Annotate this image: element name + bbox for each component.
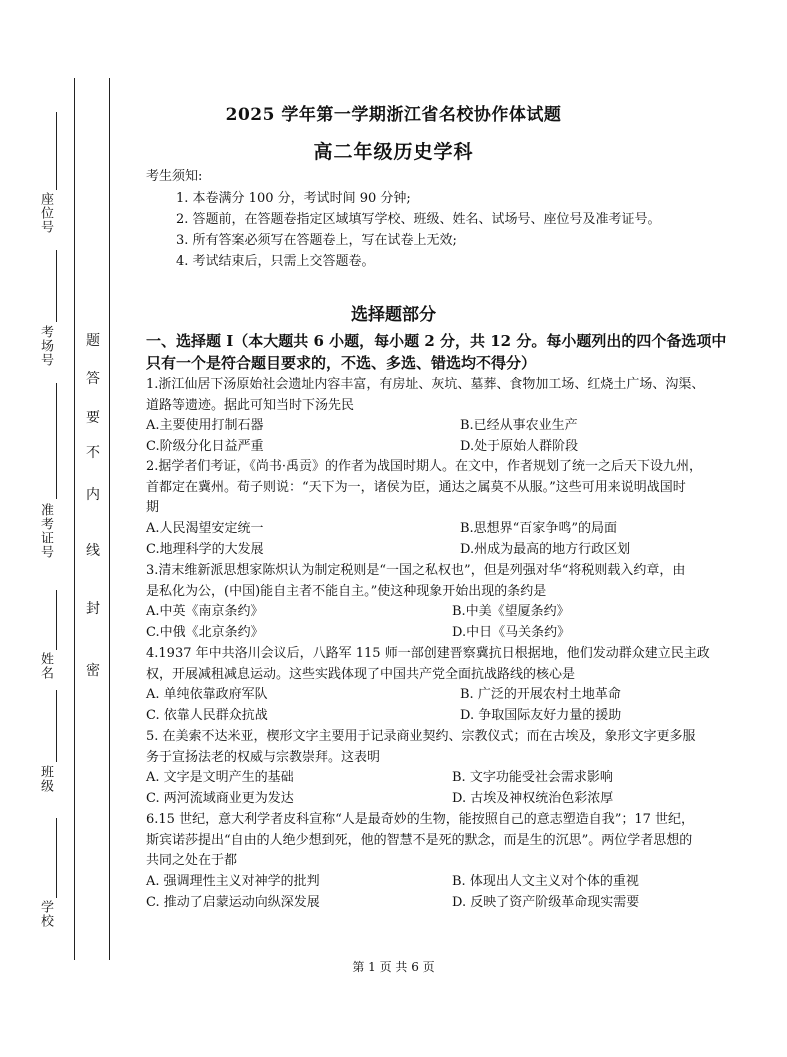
question-6-option-c[interactable]: C. 推动了启蒙运动向纵深发展 xyxy=(146,895,320,910)
question-6-option-d[interactable]: D. 反映了资产阶级革命现实需要 xyxy=(452,895,640,910)
question-3-option-d[interactable]: D.中日《马关条约》 xyxy=(452,625,571,640)
part-instructions-line: 只有一个是符合题目要求的，不选、多选、错选均不得分） xyxy=(146,354,537,372)
binding-line-inner xyxy=(109,78,110,960)
part-instructions-line: 一、选择题 I（本大题共 6 小题，每小题 2 分，共 12 分。每小题列出的四个备选项中 xyxy=(146,332,727,350)
page-footer: 第 1 页 共 6 页 xyxy=(352,960,435,974)
seat-number-label: 座位号 xyxy=(38,192,53,234)
question-3-stem xyxy=(146,561,782,602)
stem-line: 斯宾诺莎提出“自由的人绝少想到死，他的智慧不是死的默念，而是生的沉思”。两位学者思想的 xyxy=(146,832,693,848)
binding-line-outer xyxy=(74,78,75,960)
stem-line: 道路等遗迹。据此可知当时下汤先民 xyxy=(146,397,355,413)
question-4-option-c[interactable]: C. 依靠人民群众抗战 xyxy=(146,708,268,723)
exam-subtitle: 高二年级历史学科 xyxy=(313,141,474,163)
question-1-stem xyxy=(146,375,782,416)
question-5-option-b[interactable]: B. 文字功能受社会需求影响 xyxy=(452,770,613,785)
question-5-stem xyxy=(146,727,782,768)
seal-char-3: 线 xyxy=(86,543,100,559)
question-1-option-c[interactable]: C.阶级分化日益严重 xyxy=(146,439,264,454)
name-label: 姓名 xyxy=(38,652,53,680)
stem-line: 期 xyxy=(146,500,160,515)
question-3-option-a[interactable]: A.中英《南京条约》 xyxy=(146,604,264,619)
question-2-option-b[interactable]: B.思想界“百家争鸣”的局面 xyxy=(460,521,617,536)
seal-char-8: 题 xyxy=(86,333,100,349)
seal-char-4: 内 xyxy=(86,487,100,503)
question-3-option-c[interactable]: C.中俄《北京条约》 xyxy=(146,625,264,640)
question-6-option-a[interactable]: A. 强调理性主义对神学的批判 xyxy=(146,874,320,889)
admission-number-blank[interactable] xyxy=(56,383,57,499)
notice-heading: 考生须知: xyxy=(146,169,203,184)
seal-char-2: 封 xyxy=(86,601,100,617)
question-4-option-d[interactable]: D. 争取国际友好力量的援助 xyxy=(460,708,622,723)
stem-line: 权，开展减租减息运动。这些实践体现了中国共产党全面抗战路线的核心是 xyxy=(146,666,576,682)
question-4-option-b[interactable]: B. 广泛的开展农村土地革命 xyxy=(460,687,621,702)
question-5-option-a[interactable]: A. 文字是文明产生的基础 xyxy=(146,770,294,785)
question-2-option-a[interactable]: A.人民渴望安定统一 xyxy=(146,521,264,536)
exam-room-label: 考场号 xyxy=(38,325,53,367)
question-5-option-c[interactable]: C. 两河流域商业更为发达 xyxy=(146,791,294,806)
seal-char-5: 不 xyxy=(86,445,100,461)
section-title: 选择题部分 xyxy=(351,305,436,325)
stem-line: 2.据学者们考证，《尚书·禹贡》的作者为战国时期人。在文中，作者规划了统一之后天下设九州， xyxy=(146,459,703,474)
exam-title: 2025 学年第一学期浙江省名校协作体试题 xyxy=(225,105,562,125)
question-2-option-c[interactable]: C.地理科学的大发展 xyxy=(146,542,264,557)
seal-char-7: 答 xyxy=(86,371,100,387)
name-blank[interactable] xyxy=(56,590,57,650)
question-4-option-a[interactable]: A. 单纯依靠政府军队 xyxy=(146,687,268,702)
seal-char-6: 要 xyxy=(86,410,100,426)
stem-line: 共同之处在于都 xyxy=(146,853,238,868)
question-3-option-b[interactable]: B.中美《望厦条约》 xyxy=(452,604,570,619)
stem-line: 3.清末维新派思想家陈炽认为制定税则是“一国之私权也”，但是列强对华“将税则载入约章，由 xyxy=(146,563,686,578)
notice-item: 4. 考试结束后，只需上交答题卷。 xyxy=(176,254,375,269)
question-1-option-b[interactable]: B.已经从事农业生产 xyxy=(460,418,578,433)
part-instructions xyxy=(146,330,784,374)
stem-line: 务于宣扬法老的权威与宗教崇拜。这表明 xyxy=(146,749,381,765)
notice-item: 2. 答题前，在答题卷指定区域填写学校、班级、姓名、试场号、座位号及准考证号。 xyxy=(176,212,661,227)
question-6-option-b[interactable]: B. 体现出人文主义对个体的重视 xyxy=(452,874,639,889)
stem-line: 1.浙江仙居下汤原始社会遗址内容丰富，有房址、灰坑、墓葬、食物加工场、红烧土广场、沟渠、 xyxy=(146,377,705,392)
seal-char-1: 密 xyxy=(86,663,100,679)
stem-line: 5. 在美索不达米亚，楔形文字主要用于记录商业契约、宗教仪式；而在古埃及，象形文字更多服 xyxy=(146,729,696,744)
question-6-stem xyxy=(146,810,782,872)
notice-item: 3. 所有答案必须写在答题卷上，写在试卷上无效; xyxy=(176,233,457,248)
question-4-stem xyxy=(146,644,782,685)
notice-item: 1. 本卷满分 100 分，考试时间 90 分钟; xyxy=(176,191,411,206)
question-1-option-d[interactable]: D.处于原始人群阶段 xyxy=(460,439,579,454)
question-5-option-d[interactable]: D. 古埃及神权统治色彩浓厚 xyxy=(452,791,614,806)
school-label: 学校 xyxy=(38,900,53,928)
class-label: 班级 xyxy=(38,765,53,793)
stem-line: 6.15 世纪，意大利学者皮科宣称“人是最奇妙的生物，能按照自己的意志塑造自我”；17 世纪， xyxy=(146,812,695,827)
stem-line: 4.1937 年中共洛川会议后，八路军 115 师一部创建晋察冀抗日根据地，他们发动群众建立民主政 xyxy=(146,646,710,661)
admission-number-label: 准考证号 xyxy=(38,503,53,559)
question-1-option-a[interactable]: A.主要使用打制石器 xyxy=(146,418,264,433)
question-2-option-d[interactable]: D.州成为最高的地方行政区划 xyxy=(460,542,631,557)
school-blank[interactable] xyxy=(56,818,57,898)
stem-line: 是私化为公，(中国)能自主者不能自主。”使这种现象开始出现的条约是 xyxy=(146,583,547,599)
question-2-stem xyxy=(146,457,782,519)
stem-line: 首都定在冀州。荀子则说：“天下为一，诸侯为臣，通达之属莫不从服。”这些可用来说明战国时 xyxy=(146,479,686,495)
class-blank[interactable] xyxy=(56,690,57,762)
